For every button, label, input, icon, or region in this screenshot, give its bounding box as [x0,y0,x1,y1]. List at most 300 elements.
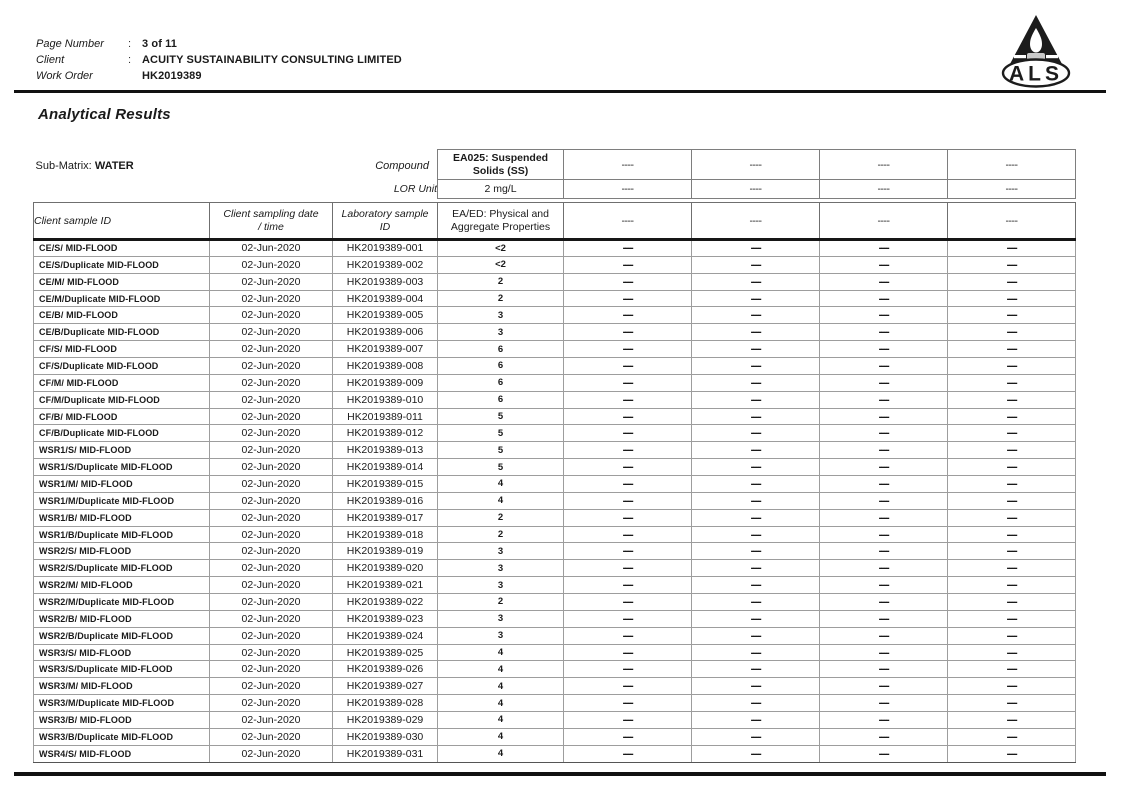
empty-value-cell-1: ---- [564,492,692,509]
table-row [34,358,1076,375]
empty-value-cell-2: ---- [692,728,820,745]
suspended-solids-value-cell: 4 [438,678,564,695]
suspended-solids-value-cell: 2 [438,526,564,543]
empty-value-cell-2: ---- [692,341,820,358]
laboratory-sample-id-cell: HK2019389-020 [333,560,438,577]
empty-value-cell-4: ---- [948,543,1076,560]
page-number-colon: : [128,38,132,50]
empty-value-cell-3: ---- [820,307,948,324]
table-row [34,678,1076,695]
sampling-date-cell: 02-Jun-2020 [210,594,333,611]
client-colon: : [128,54,132,66]
laboratory-sample-id-cell: HK2019389-006 [333,324,438,341]
client-sample-id-cell: CF/S/Duplicate MID-FLOOD [34,358,210,375]
lor-unit-label: LOR Unit [34,180,438,199]
table-row [34,610,1076,627]
empty-value-cell-1: ---- [564,391,692,408]
lab-sample-line2: ID [379,220,391,233]
empty-value-cell-2: ---- [692,273,820,290]
sampling-date-cell: 02-Jun-2020 [210,695,333,712]
client-sample-id-cell: WSR2/M/ MID-FLOOD [34,577,210,594]
empty-value-cell-3: ---- [820,678,948,695]
empty-value-cell-2: ---- [692,307,820,324]
empty-value-cell-4: ---- [948,661,1076,678]
empty-value-cell-1: ---- [564,661,692,678]
empty-value-cell-2: ---- [692,543,820,560]
empty-compound-cell-3: ---- [820,150,948,180]
table-row [34,374,1076,391]
empty-value-cell-3: ---- [820,509,948,526]
analyte-lor-unit-cell: 2 mg/L [438,180,564,199]
sampling-date-cell: 02-Jun-2020 [210,442,333,459]
suspended-solids-value-cell: 4 [438,745,564,762]
empty-value-cell-1: ---- [564,678,692,695]
table-row [34,273,1076,290]
sampling-date-line1: Client sampling date [223,207,319,220]
sampling-date-cell: 02-Jun-2020 [210,712,333,729]
empty-value-cell-2: ---- [692,695,820,712]
client-sample-id-cell: CF/B/Duplicate MID-FLOOD [34,425,210,442]
suspended-solids-value-cell: 6 [438,374,564,391]
suspended-solids-value-cell: 3 [438,560,564,577]
client-sample-id-cell: WSR2/S/Duplicate MID-FLOOD [34,560,210,577]
empty-value-cell-2: ---- [692,594,820,611]
client-sample-id-cell: WSR2/S/ MID-FLOOD [34,543,210,560]
suspended-solids-value-cell: 2 [438,594,564,611]
empty-value-cell-1: ---- [564,358,692,375]
empty-value-cell-4: ---- [948,442,1076,459]
laboratory-sample-id-cell: HK2019389-031 [333,745,438,762]
table-row [34,526,1076,543]
sampling-date-cell: 02-Jun-2020 [210,661,333,678]
empty-value-cell-1: ---- [564,240,692,257]
laboratory-sample-id-cell: HK2019389-025 [333,644,438,661]
empty-lor-cell-3: ---- [820,180,948,199]
client-value: ACUITY SUSTAINABILITY CONSULTING LIMITED [142,54,402,66]
table-row [34,695,1076,712]
suspended-solids-value-cell: <2 [438,240,564,257]
empty-value-cell-3: ---- [820,341,948,358]
empty-value-cell-3: ---- [820,610,948,627]
empty-value-cell-1: ---- [564,644,692,661]
sampling-date-cell: 02-Jun-2020 [210,256,333,273]
laboratory-sample-id-cell: HK2019389-009 [333,374,438,391]
empty-value-cell-1: ---- [564,543,692,560]
page-number-label: Page Number [36,38,104,50]
laboratory-sample-id-cell: HK2019389-005 [333,307,438,324]
table-row [34,745,1076,762]
analytical-results-table [33,149,1076,763]
sampling-date-cell: 02-Jun-2020 [210,476,333,493]
sampling-date-cell: 02-Jun-2020 [210,425,333,442]
sampling-date-cell: 02-Jun-2020 [210,644,333,661]
table-row [34,442,1076,459]
empty-value-cell-4: ---- [948,577,1076,594]
table-row [34,425,1076,442]
empty-value-cell-3: ---- [820,594,948,611]
empty-value-cell-2: ---- [692,425,820,442]
empty-value-cell-1: ---- [564,341,692,358]
sampling-date-cell: 02-Jun-2020 [210,492,333,509]
empty-value-cell-2: ---- [692,476,820,493]
table-row [34,712,1076,729]
client-sample-id-cell: WSR3/S/ MID-FLOOD [34,644,210,661]
client-sample-id-cell: WSR1/B/ MID-FLOOD [34,509,210,526]
laboratory-sample-id-cell: HK2019389-003 [333,273,438,290]
empty-value-cell-4: ---- [948,695,1076,712]
sampling-date-cell: 02-Jun-2020 [210,358,333,375]
empty-value-cell-2: ---- [692,358,820,375]
empty-value-cell-3: ---- [820,358,948,375]
empty-lor-cell-2: ---- [692,180,820,199]
empty-value-cell-2: ---- [692,442,820,459]
sampling-date-cell: 02-Jun-2020 [210,341,333,358]
empty-value-cell-3: ---- [820,712,948,729]
table-row [34,459,1076,476]
empty-value-cell-4: ---- [948,374,1076,391]
laboratory-sample-id-cell: HK2019389-012 [333,425,438,442]
empty-value-cell-2: ---- [692,678,820,695]
empty-value-cell-3: ---- [820,476,948,493]
table-row [34,728,1076,745]
sampling-date-cell: 02-Jun-2020 [210,577,333,594]
empty-value-cell-2: ---- [692,627,820,644]
client-sample-id-cell: CF/M/ MID-FLOOD [34,374,210,391]
empty-value-cell-3: ---- [820,374,948,391]
table-row [34,661,1076,678]
suspended-solids-value-cell: <2 [438,256,564,273]
empty-value-cell-2: ---- [692,526,820,543]
column-header-client-sample-id: Client sample ID [34,203,210,240]
empty-value-cell-2: ---- [692,240,820,257]
empty-value-cell-4: ---- [948,425,1076,442]
suspended-solids-value-cell: 3 [438,610,564,627]
suspended-solids-value-cell: 4 [438,661,564,678]
empty-value-cell-3: ---- [820,290,948,307]
client-sample-id-cell: WSR3/B/ MID-FLOOD [34,712,210,729]
laboratory-sample-id-cell: HK2019389-004 [333,290,438,307]
laboratory-sample-id-cell: HK2019389-022 [333,594,438,611]
sampling-date-line2: / time [258,220,284,233]
logo-text: ALS [1009,62,1063,86]
laboratory-sample-id-cell: HK2019389-027 [333,678,438,695]
table-row [34,577,1076,594]
empty-value-cell-4: ---- [948,341,1076,358]
empty-value-cell-4: ---- [948,594,1076,611]
empty-value-cell-4: ---- [948,610,1076,627]
empty-lor-cell-1: ---- [564,180,692,199]
empty-value-cell-1: ---- [564,408,692,425]
work-order-colon [128,70,142,83]
laboratory-sample-id-cell: HK2019389-016 [333,492,438,509]
client-sample-id-cell: CF/S/ MID-FLOOD [34,341,210,358]
sampling-date-cell: 02-Jun-2020 [210,307,333,324]
als-flame-logo-graphic [983,6,1087,92]
empty-value-cell-4: ---- [948,290,1076,307]
sampling-date-cell: 02-Jun-2020 [210,240,333,257]
laboratory-sample-id-cell: HK2019389-019 [333,543,438,560]
empty-value-cell-4: ---- [948,240,1076,257]
empty-value-cell-1: ---- [564,290,692,307]
laboratory-sample-id-cell: HK2019389-010 [333,391,438,408]
suspended-solids-value-cell: 5 [438,425,564,442]
column-header-method-group: EA/ED: Physical and Aggregate Properties [438,203,564,240]
laboratory-sample-id-cell: HK2019389-021 [333,577,438,594]
empty-value-cell-3: ---- [820,627,948,644]
empty-value-cell-3: ---- [820,240,948,257]
table-row [34,492,1076,509]
empty-value-cell-2: ---- [692,577,820,594]
sampling-date-cell: 02-Jun-2020 [210,509,333,526]
empty-compound-cell-2: ---- [692,150,820,180]
laboratory-sample-id-cell: HK2019389-013 [333,442,438,459]
empty-value-cell-2: ---- [692,745,820,762]
empty-value-cell-1: ---- [564,560,692,577]
suspended-solids-value-cell: 4 [438,492,564,509]
suspended-solids-value-cell: 5 [438,459,564,476]
table-row [34,341,1076,358]
client-sample-id-cell: CE/M/Duplicate MID-FLOOD [34,290,210,307]
suspended-solids-value-cell: 4 [438,476,564,493]
client-sample-id-cell: CE/M/ MID-FLOOD [34,273,210,290]
laboratory-sample-id-cell: HK2019389-028 [333,695,438,712]
empty-value-cell-4: ---- [948,273,1076,290]
empty-value-cell-1: ---- [564,425,692,442]
empty-value-cell-1: ---- [564,728,692,745]
header-divider-rule [14,90,1106,93]
empty-value-cell-3: ---- [820,442,948,459]
empty-value-cell-3: ---- [820,560,948,577]
client-sample-id-cell: WSR1/M/ MID-FLOOD [34,476,210,493]
empty-value-cell-1: ---- [564,577,692,594]
suspended-solids-value-cell: 3 [438,627,564,644]
sampling-date-cell: 02-Jun-2020 [210,728,333,745]
empty-value-cell-1: ---- [564,256,692,273]
empty-value-cell-4: ---- [948,712,1076,729]
empty-value-cell-4: ---- [948,627,1076,644]
empty-compound-cell-1: ---- [564,150,692,180]
column-header-laboratory-sample-id [333,203,438,240]
empty-value-cell-1: ---- [564,273,692,290]
empty-value-cell-1: ---- [564,594,692,611]
laboratory-sample-id-cell: HK2019389-007 [333,341,438,358]
submatrix-compound-cell [34,150,438,180]
sampling-date-cell: 02-Jun-2020 [210,374,333,391]
empty-value-cell-4: ---- [948,644,1076,661]
suspended-solids-value-cell: 6 [438,391,564,408]
client-sample-id-cell: CE/B/Duplicate MID-FLOOD [34,324,210,341]
sampling-date-cell: 02-Jun-2020 [210,290,333,307]
empty-value-cell-3: ---- [820,745,948,762]
als-logo [983,6,1087,92]
results-table-body [34,240,1076,763]
table-row [34,307,1076,324]
compound-label: Compound [375,160,430,172]
empty-value-cell-3: ---- [820,661,948,678]
sub-matrix-label [36,160,134,172]
empty-value-cell-1: ---- [564,374,692,391]
suspended-solids-value-cell: 5 [438,408,564,425]
empty-value-cell-4: ---- [948,728,1076,745]
empty-value-cell-2: ---- [692,256,820,273]
table-row [34,256,1076,273]
sub-matrix-value: WATER [94,160,134,172]
sampling-date-cell: 02-Jun-2020 [210,273,333,290]
empty-value-cell-1: ---- [564,459,692,476]
empty-value-cell-4: ---- [948,560,1076,577]
empty-value-cell-1: ---- [564,324,692,341]
report-meta [36,38,402,83]
client-sample-id-cell: WSR1/B/Duplicate MID-FLOOD [34,526,210,543]
suspended-solids-value-cell: 4 [438,712,564,729]
empty-value-cell-4: ---- [948,256,1076,273]
empty-value-cell-4: ---- [948,324,1076,341]
laboratory-sample-id-cell: HK2019389-015 [333,476,438,493]
suspended-solids-value-cell: 6 [438,341,564,358]
empty-value-cell-2: ---- [692,374,820,391]
laboratory-sample-id-cell: HK2019389-029 [333,712,438,729]
client-sample-id-cell: CE/B/ MID-FLOOD [34,307,210,324]
empty-value-cell-4: ---- [948,358,1076,375]
empty-value-cell-1: ---- [564,712,692,729]
suspended-solids-value-cell: 4 [438,695,564,712]
laboratory-sample-id-cell: HK2019389-018 [333,526,438,543]
suspended-solids-value-cell: 2 [438,290,564,307]
empty-value-cell-1: ---- [564,476,692,493]
client-sample-id-cell: WSR1/M/Duplicate MID-FLOOD [34,492,210,509]
laboratory-sample-id-cell: HK2019389-023 [333,610,438,627]
empty-value-cell-2: ---- [692,492,820,509]
empty-value-cell-2: ---- [692,459,820,476]
laboratory-sample-id-cell: HK2019389-026 [333,661,438,678]
empty-value-cell-3: ---- [820,695,948,712]
empty-value-cell-3: ---- [820,526,948,543]
empty-method-cell-1: ---- [564,203,692,240]
sampling-date-cell: 02-Jun-2020 [210,678,333,695]
empty-value-cell-3: ---- [820,543,948,560]
empty-value-cell-3: ---- [820,273,948,290]
client-sample-id-cell: WSR3/M/Duplicate MID-FLOOD [34,695,210,712]
empty-value-cell-3: ---- [820,459,948,476]
sampling-date-cell: 02-Jun-2020 [210,627,333,644]
empty-value-cell-2: ---- [692,610,820,627]
logo-burner-bar-left [1014,55,1026,58]
column-header-sampling-date [210,203,333,240]
logo-burner-bar-right [1046,55,1058,58]
client-sample-id-cell: WSR2/B/ MID-FLOOD [34,610,210,627]
client-sample-id-cell: WSR2/M/Duplicate MID-FLOOD [34,594,210,611]
lab-sample-line1: Laboratory sample [341,207,429,220]
empty-value-cell-4: ---- [948,509,1076,526]
suspended-solids-value-cell: 2 [438,273,564,290]
suspended-solids-value-cell: 3 [438,543,564,560]
client-sample-id-cell: CF/M/Duplicate MID-FLOOD [34,391,210,408]
empty-value-cell-3: ---- [820,577,948,594]
client-sample-id-cell: CE/S/ MID-FLOOD [34,240,210,257]
empty-value-cell-1: ---- [564,745,692,762]
empty-value-cell-1: ---- [564,307,692,324]
sampling-date-cell: 02-Jun-2020 [210,459,333,476]
section-title: Analytical Results [38,106,171,123]
empty-value-cell-4: ---- [948,526,1076,543]
empty-value-cell-4: ---- [948,408,1076,425]
client-sample-id-cell: CE/S/Duplicate MID-FLOOD [34,256,210,273]
empty-method-cell-3: ---- [820,203,948,240]
table-row [34,543,1076,560]
work-order-value: HK2019389 [142,70,202,82]
empty-value-cell-3: ---- [820,644,948,661]
empty-value-cell-3: ---- [820,408,948,425]
laboratory-sample-id-cell: HK2019389-001 [333,240,438,257]
sampling-date-cell: 02-Jun-2020 [210,391,333,408]
table-row [34,290,1076,307]
suspended-solids-value-cell: 3 [438,307,564,324]
table-row [34,509,1076,526]
empty-value-cell-4: ---- [948,678,1076,695]
sampling-date-cell: 02-Jun-2020 [210,560,333,577]
empty-value-cell-1: ---- [564,695,692,712]
client-sample-id-cell: CF/B/ MID-FLOOD [34,408,210,425]
client-sample-id-cell: WSR3/B/Duplicate MID-FLOOD [34,728,210,745]
sampling-date-cell: 02-Jun-2020 [210,610,333,627]
client-sample-id-cell: WSR3/M/ MID-FLOOD [34,678,210,695]
client-sample-id-cell: WSR1/S/Duplicate MID-FLOOD [34,459,210,476]
empty-value-cell-2: ---- [692,644,820,661]
suspended-solids-value-cell: 5 [438,442,564,459]
empty-value-cell-4: ---- [948,307,1076,324]
client-sample-id-cell: WSR4/S/ MID-FLOOD [34,745,210,762]
footer-rule [14,772,1106,776]
empty-value-cell-1: ---- [564,442,692,459]
suspended-solids-value-cell: 3 [438,324,564,341]
client-sample-id-cell: WSR3/S/Duplicate MID-FLOOD [34,661,210,678]
client-label: Client [36,54,65,66]
empty-value-cell-4: ---- [948,391,1076,408]
laboratory-sample-id-cell: HK2019389-017 [333,509,438,526]
table-row [34,644,1076,661]
page-number-value: 3 of 11 [142,38,177,50]
client-sample-id-cell: WSR2/B/Duplicate MID-FLOOD [34,627,210,644]
empty-value-cell-3: ---- [820,391,948,408]
suspended-solids-value-cell: 6 [438,358,564,375]
empty-value-cell-1: ---- [564,627,692,644]
table-row [34,560,1076,577]
sampling-date-cell: 02-Jun-2020 [210,543,333,560]
empty-value-cell-4: ---- [948,745,1076,762]
empty-method-cell-4: ---- [948,203,1076,240]
empty-value-cell-2: ---- [692,391,820,408]
table-row [34,324,1076,341]
laboratory-sample-id-cell: HK2019389-011 [333,408,438,425]
empty-value-cell-3: ---- [820,324,948,341]
sub-matrix-label-text: Sub-Matrix: [35,160,92,172]
empty-value-cell-2: ---- [692,324,820,341]
sampling-date-cell: 02-Jun-2020 [210,324,333,341]
table-row [34,391,1076,408]
empty-value-cell-4: ---- [948,476,1076,493]
suspended-solids-value-cell: 2 [438,509,564,526]
empty-value-cell-2: ---- [692,560,820,577]
empty-value-cell-2: ---- [692,408,820,425]
analyte-title-cell: EA025: Suspended Solids (SS) [438,150,564,180]
suspended-solids-value-cell: 4 [438,728,564,745]
table-row [34,408,1076,425]
laboratory-sample-id-cell: HK2019389-008 [333,358,438,375]
empty-value-cell-1: ---- [564,509,692,526]
empty-value-cell-2: ---- [692,290,820,307]
laboratory-sample-id-cell: HK2019389-030 [333,728,438,745]
sampling-date-cell: 02-Jun-2020 [210,745,333,762]
